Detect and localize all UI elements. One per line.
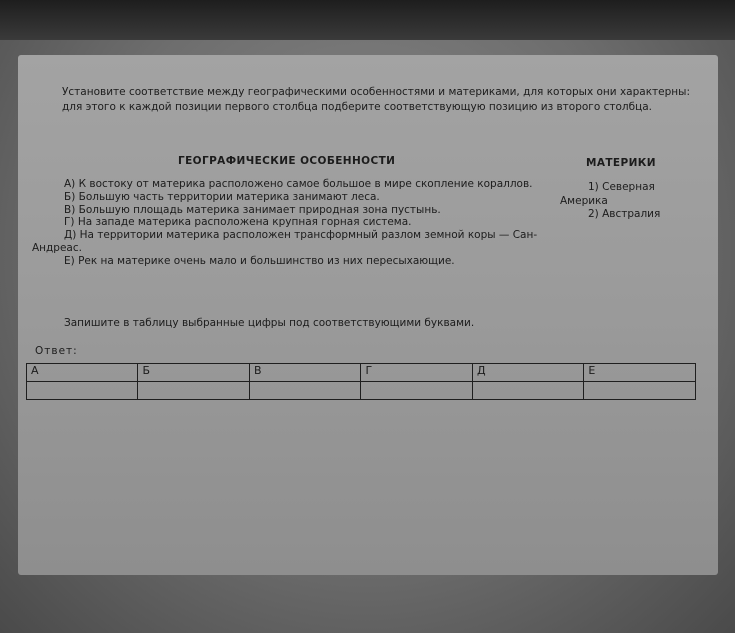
feature-item-d: Д) На территории материка расположен трансформный разлом земной коры — Сан-Андреас. xyxy=(32,229,538,254)
answer-cell-b[interactable] xyxy=(138,382,249,400)
answer-cell-g[interactable] xyxy=(361,382,472,400)
answer-cell-v[interactable] xyxy=(249,382,360,400)
answer-label: Ответ: xyxy=(35,345,78,357)
task-instructions: Установите соответствие между географическими особенностями и материками, для которых они характерны: для этого к каждой позиции первого столбца подберите соответствующую позицию из второго столбца. xyxy=(62,86,690,113)
answer-cell-d[interactable] xyxy=(472,382,583,400)
features-list xyxy=(32,178,552,268)
answer-cell-e[interactable] xyxy=(584,382,696,400)
table-instruction: Запишите в таблицу выбранные цифры под соответствующими буквами. xyxy=(64,317,475,329)
continent-item-2: 2) Австралия xyxy=(588,208,661,220)
feature-item-b: Б) Большую часть территории материка занимают леса. xyxy=(64,190,380,203)
answer-letter-b: Б xyxy=(138,364,249,382)
answer-letter-a: А xyxy=(27,364,138,382)
answer-table xyxy=(26,363,696,400)
answer-letter-v: В xyxy=(249,364,360,382)
worksheet xyxy=(18,55,718,575)
answer-letter-d: Д xyxy=(472,364,583,382)
feature-item-g: Г) На западе материка расположена крупная горная система. xyxy=(64,216,412,229)
features-column-header: ГЕОГРАФИЧЕСКИЕ ОСОБЕННОСТИ xyxy=(178,155,396,167)
answer-cell-a[interactable] xyxy=(27,382,138,400)
answer-letter-g: Г xyxy=(361,364,472,382)
answer-table-input-row xyxy=(27,382,696,400)
continents-column-header: МАТЕРИКИ xyxy=(586,157,656,169)
photo-background-top xyxy=(0,0,735,40)
continent-item-1: 1) Северная Америка xyxy=(560,181,655,207)
feature-item-a: А) К востоку от материка расположено самое большое в мире скопление кораллов. xyxy=(64,178,533,190)
answer-letter-e: Е xyxy=(584,364,696,382)
continents-list xyxy=(560,181,680,222)
feature-item-e: Е) Рек на материке очень мало и большинство из них пересыхающие. xyxy=(64,254,455,267)
feature-item-v: В) Большую площадь материка занимает природная зона пустынь. xyxy=(64,203,441,216)
answer-table-header-row xyxy=(27,364,696,382)
